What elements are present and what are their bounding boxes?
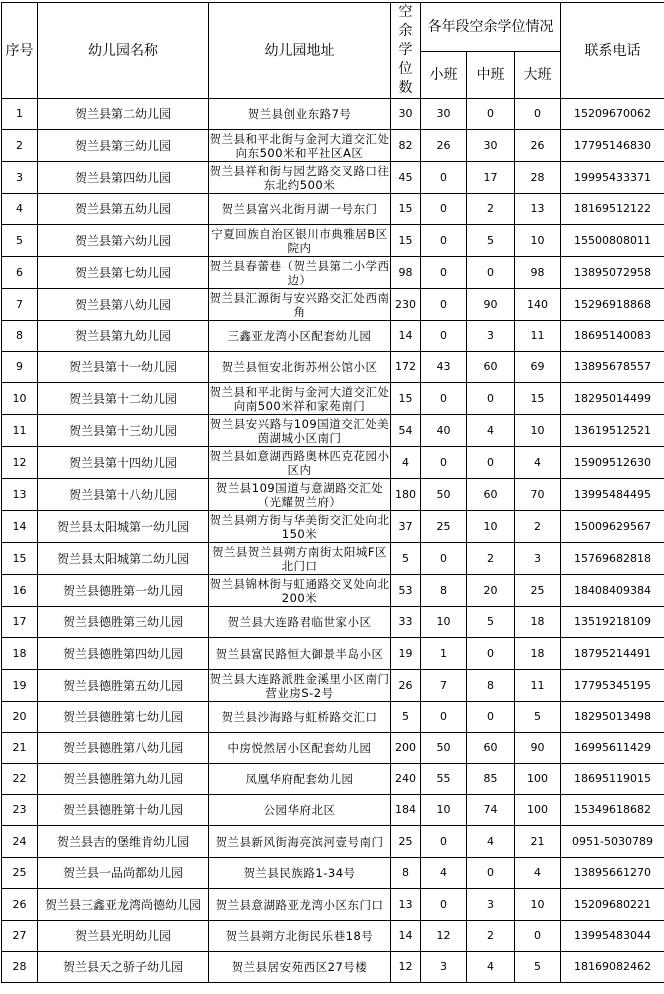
row-small: 10 [421,795,467,826]
row-middle: 90 [467,289,515,321]
row-middle: 2 [467,194,515,225]
header-vacant: 空余学位数 [391,3,421,99]
row-vacant: 37 [391,511,421,543]
table-row [2,543,664,575]
row-address: 贺兰县祥和街与园艺路交叉路口往东北约500米 [209,162,391,194]
row-small: 0 [421,321,467,352]
row-name: 贺兰县第十三幼儿园 [38,415,209,447]
row-seq: 15 [2,543,38,575]
row-vacant: 14 [391,321,421,352]
row-address: 贺兰县富兴北街月湖一号东门 [209,194,391,225]
row-large: 18 [515,638,561,670]
row-address: 贺兰县民族路1-34号 [209,858,391,889]
row-phone: 15209680221 [561,889,664,921]
row-address: 贺兰县如意湖西路奥林匹克花园小区内 [209,447,391,479]
row-address: 贺兰县富民路恒大御景半岛小区 [209,638,391,670]
row-name: 贺兰县第五幼儿园 [38,194,209,225]
row-address: 贺兰县109国道与意湖路交汇处（光耀贺兰府） [209,479,391,511]
row-middle: 20 [467,575,515,607]
row-middle: 0 [467,858,515,889]
row-middle: 2 [467,921,515,952]
row-seq: 5 [2,225,38,257]
row-large: 3 [515,543,561,575]
row-small: 0 [421,194,467,225]
row-phone: 0951-5030789 [561,826,664,858]
row-small: 12 [421,921,467,952]
row-seq: 8 [2,321,38,352]
row-small: 0 [421,383,467,415]
row-address: 贺兰县恒安北街苏州公馆小区 [209,352,391,383]
row-seq: 2 [2,130,38,162]
row-large: 11 [515,321,561,352]
row-middle: 0 [467,383,515,415]
row-vacant: 14 [391,921,421,952]
row-name: 贺兰县太阳城第一幼儿园 [38,511,209,543]
row-seq: 10 [2,383,38,415]
row-large: 0 [515,99,561,130]
row-address: 贺兰县安兴路与109国道交汇处美茵湖城小区南门 [209,415,391,447]
table-row [2,921,664,952]
row-vacant: 45 [391,162,421,194]
table-row [2,257,664,289]
row-vacant: 8 [391,858,421,889]
row-address: 中房悦然居小区配套幼儿园 [209,733,391,764]
row-large: 5 [515,702,561,733]
row-seq: 3 [2,162,38,194]
row-middle: 0 [467,702,515,733]
row-small: 0 [421,162,467,194]
table-row [2,194,664,225]
table-row [2,638,664,670]
row-middle: 3 [467,321,515,352]
row-name: 贺兰县太阳城第二幼儿园 [38,543,209,575]
row-vacant: 5 [391,702,421,733]
row-small: 1 [421,638,467,670]
row-phone: 13895072958 [561,257,664,289]
row-small: 0 [421,289,467,321]
row-large: 4 [515,858,561,889]
header-middle: 中班 [467,52,515,99]
row-name: 贺兰县德胜第九幼儿园 [38,764,209,795]
row-name: 贺兰县天之骄子幼儿园 [38,952,209,983]
row-seq: 13 [2,479,38,511]
row-address: 贺兰县沙海路与虹桥路交汇口 [209,702,391,733]
row-middle: 60 [467,479,515,511]
row-phone: 18169082462 [561,952,664,983]
row-large: 70 [515,479,561,511]
row-seq: 21 [2,733,38,764]
row-phone: 13995484495 [561,479,664,511]
table-row [2,479,664,511]
table-row [2,702,664,733]
row-vacant: 15 [391,225,421,257]
row-small: 0 [421,447,467,479]
header-address: 幼儿园地址 [209,3,391,99]
row-middle: 5 [467,607,515,638]
row-phone: 17795146830 [561,130,664,162]
row-large: 10 [515,225,561,257]
table-row [2,826,664,858]
row-seq: 20 [2,702,38,733]
row-name: 贺兰县德胜第八幼儿园 [38,733,209,764]
row-large: 0 [515,921,561,952]
row-large: 2 [515,511,561,543]
row-middle: 74 [467,795,515,826]
table-row [2,225,664,257]
row-vacant: 230 [391,289,421,321]
row-phone: 15500808011 [561,225,664,257]
table-row [2,764,664,795]
row-seq: 11 [2,415,38,447]
row-address: 贺兰县汇源街与安兴路交汇处西南角 [209,289,391,321]
row-phone: 13895678557 [561,352,664,383]
row-phone: 15296918868 [561,289,664,321]
row-name: 贺兰县德胜第十幼儿园 [38,795,209,826]
row-seq: 26 [2,889,38,921]
row-large: 15 [515,383,561,415]
row-name: 贺兰县第十一幼儿园 [38,352,209,383]
row-name: 贺兰县第三幼儿园 [38,130,209,162]
row-name: 贺兰县第十八幼儿园 [38,479,209,511]
row-large: 69 [515,352,561,383]
row-vacant: 13 [391,889,421,921]
row-name: 贺兰县三鑫亚龙湾尚德幼儿园 [38,889,209,921]
table-row [2,289,664,321]
row-small: 40 [421,415,467,447]
row-phone: 18695140083 [561,321,664,352]
table-row [2,130,664,162]
row-small: 7 [421,670,467,702]
row-name: 贺兰县第六幼儿园 [38,225,209,257]
row-name: 贺兰县德胜第三幼儿园 [38,607,209,638]
row-middle: 4 [467,826,515,858]
row-middle: 0 [467,99,515,130]
row-phone: 18695119015 [561,764,664,795]
row-seq: 1 [2,99,38,130]
row-vacant: 54 [391,415,421,447]
row-large: 28 [515,162,561,194]
row-address: 贺兰县和平北街与金河大道交汇处向东500米和平社区A区 [209,130,391,162]
row-large: 18 [515,607,561,638]
row-phone: 15349618682 [561,795,664,826]
row-phone: 13895661270 [561,858,664,889]
table-row [2,352,664,383]
header-small: 小班 [421,52,467,99]
row-address: 贺兰县大连路君临世家小区 [209,607,391,638]
row-phone: 18795214491 [561,638,664,670]
row-large: 5 [515,952,561,983]
kindergarten-vacancy-table [1,2,664,983]
row-address: 贺兰县朔方街与华美街交汇处向北150米 [209,511,391,543]
row-vacant: 200 [391,733,421,764]
row-name: 贺兰县德胜第七幼儿园 [38,702,209,733]
row-vacant: 5 [391,543,421,575]
row-name: 贺兰县第九幼儿园 [38,321,209,352]
row-large: 25 [515,575,561,607]
row-vacant: 240 [391,764,421,795]
table-row [2,99,664,130]
row-vacant: 172 [391,352,421,383]
row-vacant: 12 [391,952,421,983]
row-seq: 7 [2,289,38,321]
row-phone: 13619512521 [561,415,664,447]
row-vacant: 53 [391,575,421,607]
row-seq: 24 [2,826,38,858]
row-name: 贺兰县光明幼儿园 [38,921,209,952]
row-small: 50 [421,479,467,511]
row-vacant: 33 [391,607,421,638]
row-middle: 17 [467,162,515,194]
row-middle: 85 [467,764,515,795]
row-vacant: 15 [391,194,421,225]
row-small: 43 [421,352,467,383]
row-large: 4 [515,447,561,479]
row-large: 10 [515,889,561,921]
row-address: 公园华府北区 [209,795,391,826]
row-phone: 17795345195 [561,670,664,702]
row-middle: 60 [467,352,515,383]
row-address: 贺兰县春蕾巷（贺兰县第二小学西边） [209,257,391,289]
header-phone: 联系电话 [561,3,664,99]
row-name: 贺兰县德胜第四幼儿园 [38,638,209,670]
row-small: 0 [421,702,467,733]
row-vacant: 184 [391,795,421,826]
row-seq: 6 [2,257,38,289]
row-address: 贺兰县锦林街与虹通路交叉处向北200米 [209,575,391,607]
row-address: 贺兰县和平北街与金河大道交汇处向南500米祥和家苑南门 [209,383,391,415]
table-row [2,952,664,983]
row-phone: 19995433371 [561,162,664,194]
table-row [2,415,664,447]
row-seq: 16 [2,575,38,607]
row-middle: 0 [467,638,515,670]
row-vacant: 19 [391,638,421,670]
row-middle: 60 [467,733,515,764]
row-name: 贺兰县第十四幼儿园 [38,447,209,479]
row-name: 贺兰县第二幼儿园 [38,99,209,130]
row-vacant: 180 [391,479,421,511]
row-name: 贺兰县第八幼儿园 [38,289,209,321]
table-row [2,511,664,543]
row-vacant: 15 [391,383,421,415]
row-name: 贺兰县德胜第五幼儿园 [38,670,209,702]
row-small: 3 [421,952,467,983]
row-middle: 4 [467,415,515,447]
header-by-grade: 各年段空余学位情况 [421,3,561,52]
row-seq: 4 [2,194,38,225]
row-middle: 30 [467,130,515,162]
row-vacant: 25 [391,826,421,858]
row-phone: 15909512630 [561,447,664,479]
row-name: 贺兰县第十二幼儿园 [38,383,209,415]
row-address: 宁夏回族自治区银川市典雅居B区院内 [209,225,391,257]
row-middle: 2 [467,543,515,575]
table-row [2,795,664,826]
row-vacant: 98 [391,257,421,289]
row-address: 贺兰县朔方北街民乐巷18号 [209,921,391,952]
row-middle: 0 [467,447,515,479]
header-large: 大班 [515,52,561,99]
row-small: 8 [421,575,467,607]
row-middle: 8 [467,670,515,702]
row-small: 0 [421,225,467,257]
table-row [2,383,664,415]
row-phone: 13519218109 [561,607,664,638]
row-seq: 27 [2,921,38,952]
row-large: 100 [515,795,561,826]
row-phone: 18169512122 [561,194,664,225]
row-address: 三鑫亚龙湾小区配套幼儿园 [209,321,391,352]
row-name: 贺兰县吉的堡维肯幼儿园 [38,826,209,858]
row-vacant: 82 [391,130,421,162]
row-large: 98 [515,257,561,289]
row-name: 贺兰县一品尚都幼儿园 [38,858,209,889]
row-middle: 4 [467,952,515,983]
row-vacant: 4 [391,447,421,479]
row-large: 13 [515,194,561,225]
row-seq: 17 [2,607,38,638]
row-address: 贺兰县大连路派胜金溪里小区南门营业房S-2号 [209,670,391,702]
row-seq: 12 [2,447,38,479]
row-small: 50 [421,733,467,764]
row-small: 0 [421,257,467,289]
header-name: 幼儿园名称 [38,3,209,99]
row-seq: 18 [2,638,38,670]
row-large: 10 [515,415,561,447]
row-seq: 23 [2,795,38,826]
row-address: 贺兰县创业东路7号 [209,99,391,130]
header-seq: 序号 [2,3,38,99]
row-phone: 15009629567 [561,511,664,543]
row-large: 140 [515,289,561,321]
row-large: 21 [515,826,561,858]
row-address: 贺兰县意湖路亚龙湾小区东门口 [209,889,391,921]
table-row [2,447,664,479]
table-row [2,733,664,764]
row-seq: 14 [2,511,38,543]
table-row [2,607,664,638]
row-name: 贺兰县第四幼儿园 [38,162,209,194]
row-phone: 18408409384 [561,575,664,607]
row-small: 0 [421,543,467,575]
row-large: 26 [515,130,561,162]
table-row [2,858,664,889]
row-small: 10 [421,607,467,638]
row-large: 11 [515,670,561,702]
row-small: 0 [421,826,467,858]
row-phone: 13995483044 [561,921,664,952]
row-vacant: 26 [391,670,421,702]
row-small: 25 [421,511,467,543]
row-address: 贺兰县贺兰县朔方南街太阳城F区北门口 [209,543,391,575]
row-seq: 28 [2,952,38,983]
row-small: 0 [421,889,467,921]
row-phone: 18295014499 [561,383,664,415]
row-middle: 5 [467,225,515,257]
table-row [2,889,664,921]
row-phone: 16995611429 [561,733,664,764]
table-row [2,670,664,702]
table-row [2,321,664,352]
row-middle: 3 [467,889,515,921]
row-seq: 25 [2,858,38,889]
row-large: 90 [515,733,561,764]
row-address: 贺兰县居安苑西区27号楼 [209,952,391,983]
row-small: 30 [421,99,467,130]
row-phone: 15209670062 [561,99,664,130]
row-phone: 18295013498 [561,702,664,733]
row-large: 100 [515,764,561,795]
row-seq: 19 [2,670,38,702]
row-seq: 22 [2,764,38,795]
table-row [2,575,664,607]
row-vacant: 30 [391,99,421,130]
row-middle: 10 [467,511,515,543]
row-seq: 9 [2,352,38,383]
row-name: 贺兰县德胜第一幼儿园 [38,575,209,607]
row-name: 贺兰县第七幼儿园 [38,257,209,289]
row-middle: 0 [467,257,515,289]
row-small: 55 [421,764,467,795]
row-small: 26 [421,130,467,162]
table-row [2,162,664,194]
row-phone: 15769682818 [561,543,664,575]
row-small: 4 [421,858,467,889]
row-address: 贺兰县新风街海亮滨河壹号南门 [209,826,391,858]
row-address: 凤凰华府配套幼儿园 [209,764,391,795]
